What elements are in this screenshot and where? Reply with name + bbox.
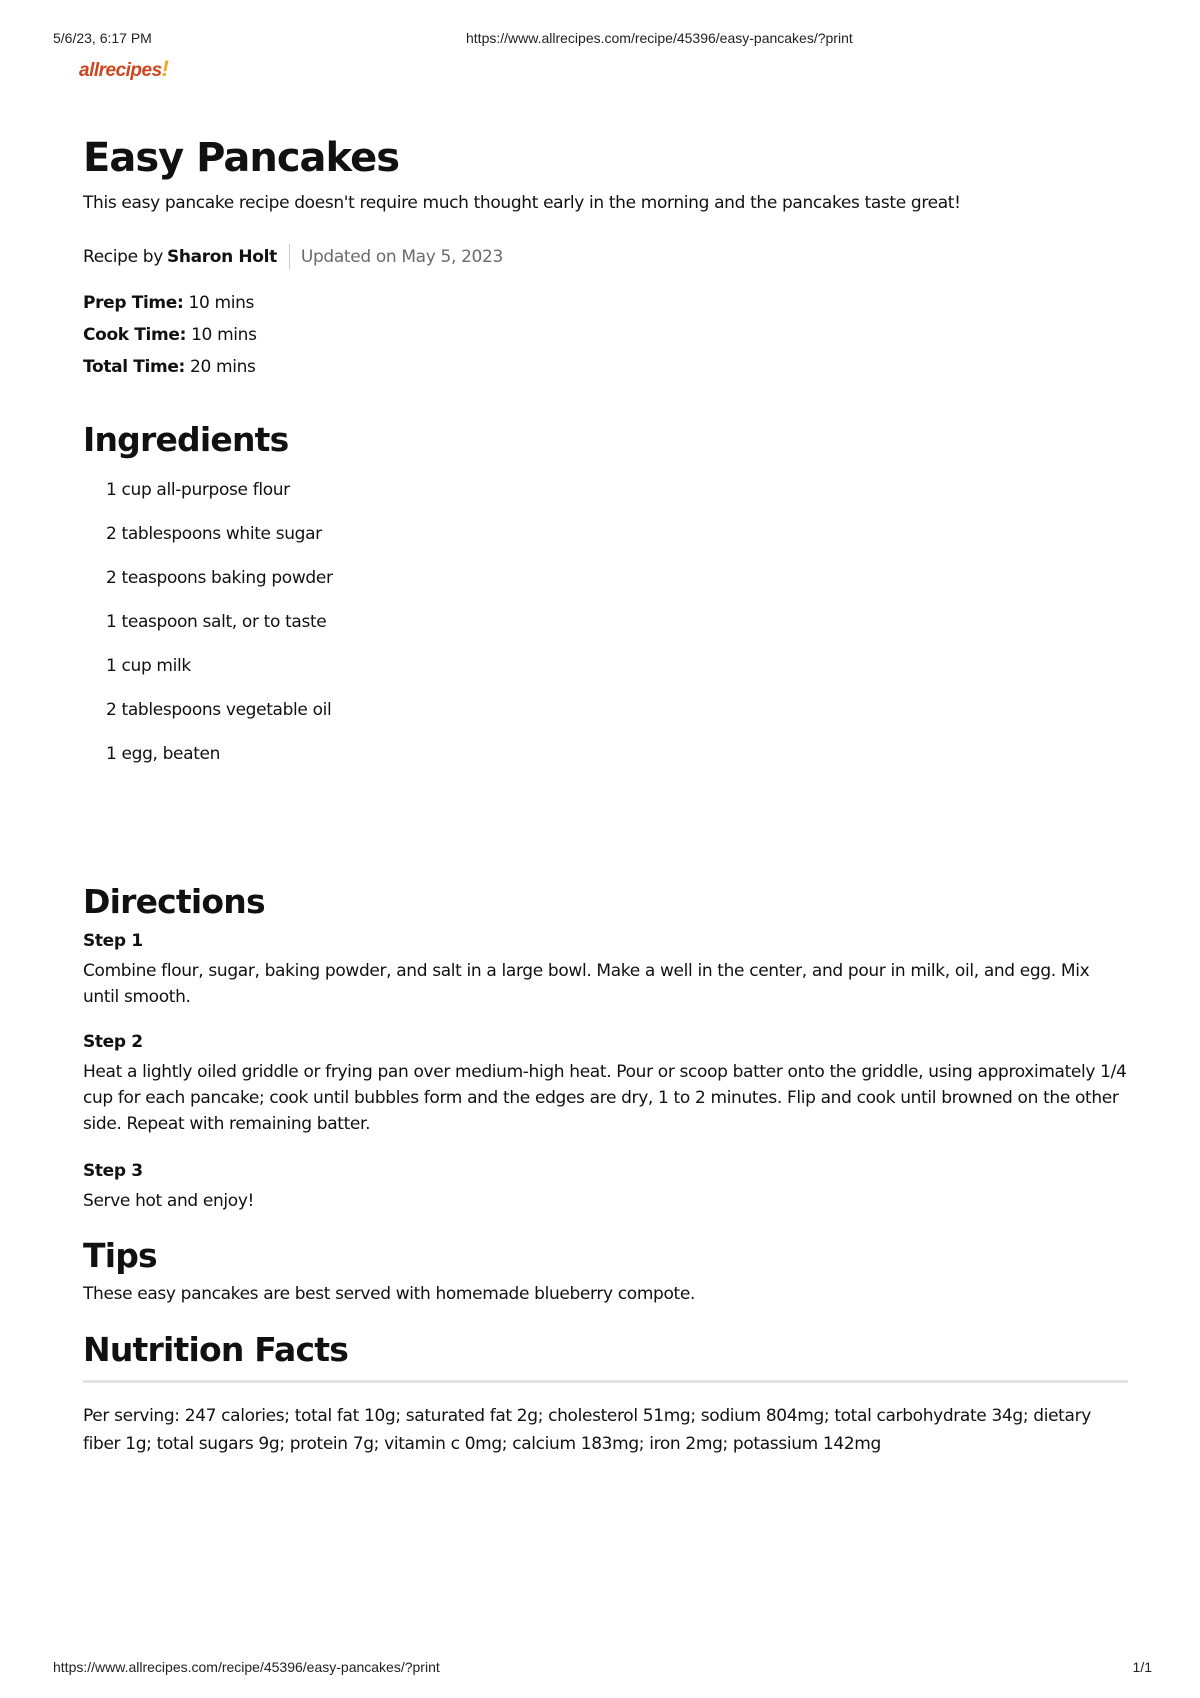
recipe-title: Easy Pancakes	[83, 135, 400, 181]
print-url: https://www.allrecipes.com/recipe/45396/easy-pancakes/?print	[466, 30, 853, 46]
direction-step-3	[83, 1158, 1128, 1214]
author-name[interactable]: Sharon Holt	[166, 247, 277, 267]
ingredient-item: 1 cup all-purpose flour	[106, 480, 290, 500]
allrecipes-logo[interactable]	[79, 56, 169, 82]
total-time	[83, 355, 257, 387]
nutrition-heading: Nutrition Facts	[83, 1330, 349, 1369]
time-label: Cook Time:	[83, 325, 187, 345]
recipe-description: This easy pancake recipe doesn't require much thought early in the morning and the pancakes taste great!	[83, 193, 961, 213]
step-label: Step 1	[83, 931, 143, 951]
ingredient-item: 2 tablespoons vegetable oil	[106, 700, 332, 720]
print-datetime: 5/6/23, 6:17 PM	[53, 30, 152, 46]
logo-mark: !	[161, 56, 169, 81]
byline-prefix: Recipe by	[83, 247, 163, 267]
logo-text: allrecipes	[79, 60, 162, 81]
ingredients-heading: Ingredients	[83, 420, 289, 459]
time-value: 10 mins	[188, 293, 255, 313]
nutrition-divider	[83, 1380, 1128, 1383]
updated-date: Updated on May 5, 2023	[300, 247, 503, 267]
time-label: Total Time:	[83, 357, 185, 377]
direction-step-1	[83, 928, 1128, 1010]
time-value: 10 mins	[191, 325, 257, 345]
step-label: Step 2	[83, 1032, 143, 1052]
directions-heading: Directions	[83, 882, 265, 921]
time-value: 20 mins	[190, 357, 256, 377]
prep-time	[83, 291, 257, 323]
step-label: Step 3	[83, 1161, 143, 1181]
byline-divider	[289, 244, 290, 270]
page-number: 1/1	[1132, 1659, 1152, 1675]
tips-text: These easy pancakes are best served with homemade blueberry compote.	[83, 1284, 695, 1304]
ingredient-item: 2 tablespoons white sugar	[106, 524, 322, 544]
time-label: Prep Time:	[83, 293, 184, 313]
ingredient-item: 1 egg, beaten	[106, 744, 221, 764]
nutrition-summary: Per serving: 247 calories; total fat 10g; saturated fat 2g; cholesterol 51mg; sodium 804mg; total carbohydrate 34g; dietary fiber 1g; total sugars 9g; protein 7g; vitamin c 0mg; calcium 183mg; iron 2mg; potassium 142mg	[83, 1406, 1091, 1454]
ingredient-item: 1 teaspoon salt, or to taste	[106, 612, 327, 632]
step-text: Combine flour, sugar, baking powder, and salt in a large bowl. Make a well in the center, and pour in milk, oil, and egg. Mix until smooth.	[83, 961, 1090, 1007]
tips-heading: Tips	[83, 1236, 157, 1275]
recipe-times	[83, 291, 257, 387]
footer-url: https://www.allrecipes.com/recipe/45396/easy-pancakes/?print	[53, 1659, 440, 1675]
ingredients-list	[106, 478, 333, 786]
ingredient-item: 1 cup milk	[106, 656, 191, 676]
recipe-byline	[83, 244, 503, 270]
step-text: Heat a lightly oiled griddle or frying pan over medium-high heat. Pour or scoop batter onto the griddle, using approximately 1/4 cup for each pancake; cook until bubbles form and the edges are dry, 1 to 2 minutes. Flip and cook until browned on the other side. Repeat with remaining batter.	[83, 1062, 1127, 1134]
cook-time	[83, 323, 257, 355]
ingredient-item: 2 teaspoons baking powder	[106, 568, 333, 588]
step-text: Serve hot and enjoy!	[83, 1191, 255, 1211]
direction-step-2	[83, 1029, 1128, 1137]
